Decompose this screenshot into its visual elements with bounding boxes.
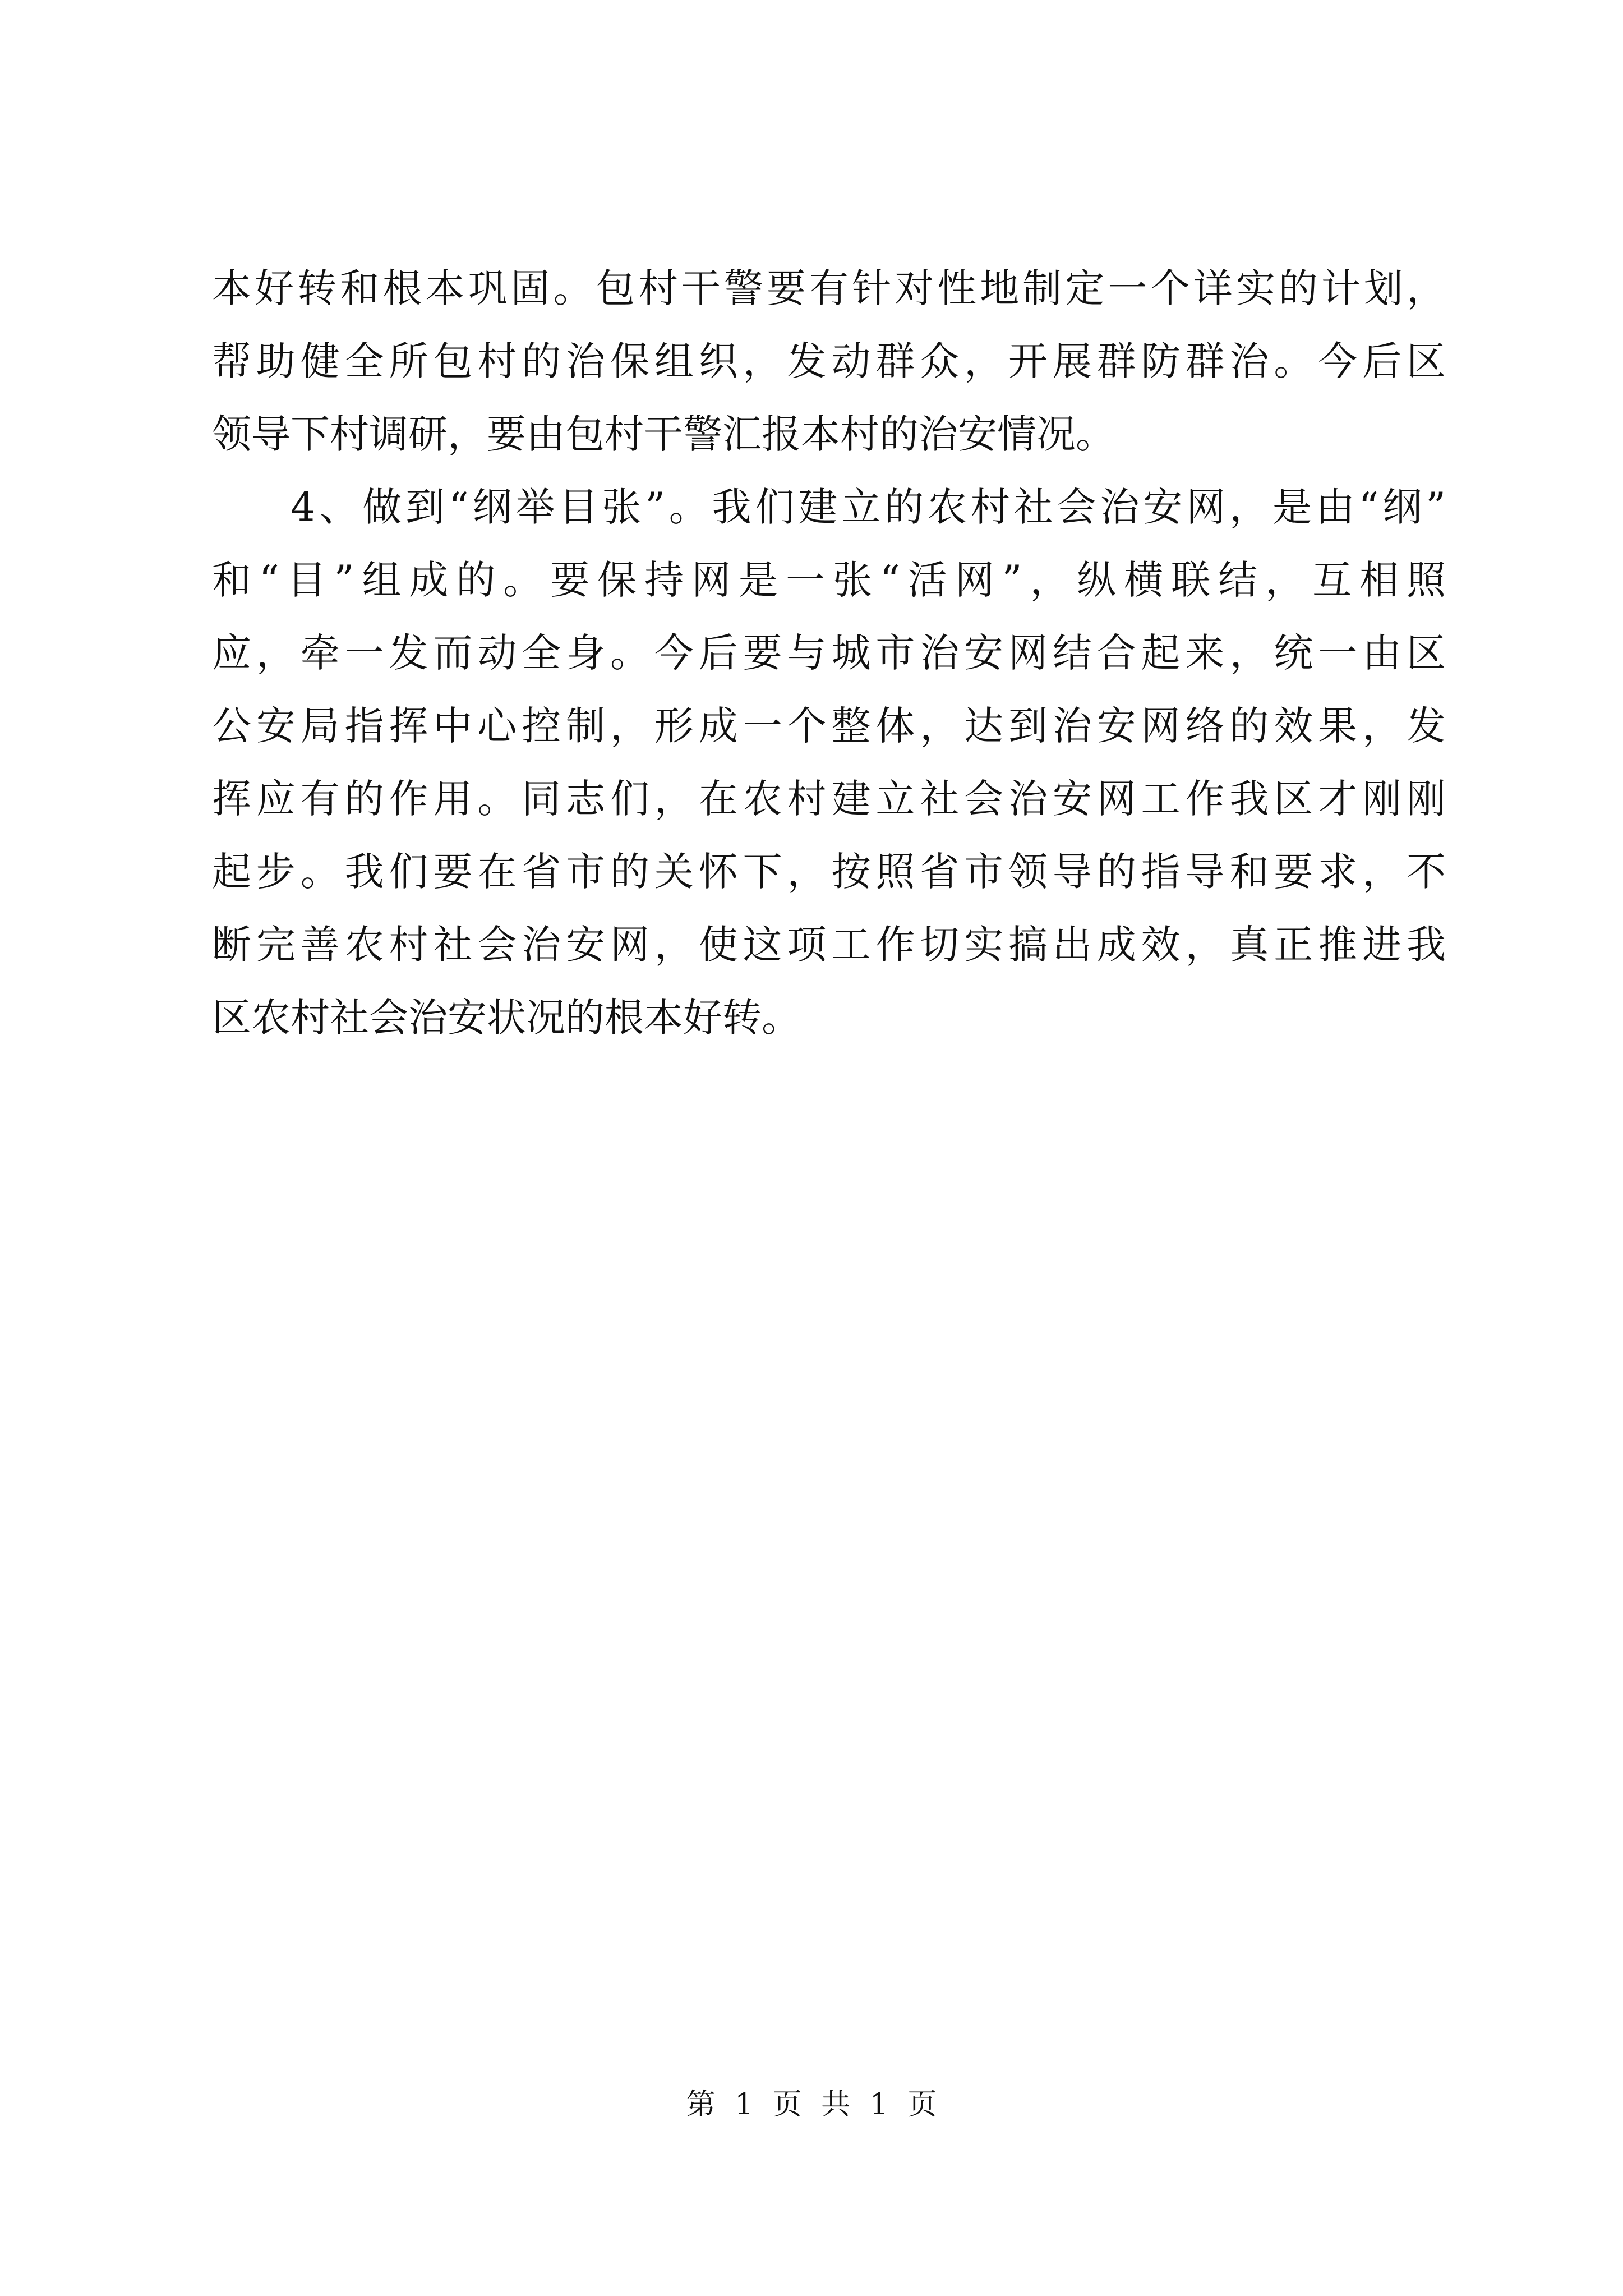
text-line: 4、做到“纲举目张”。我们建立的农村社会治安网，是由“纲” xyxy=(291,484,1446,530)
text-line: 应，牵一发而动全身。今后要与城市治安网结合起来，统一由区 xyxy=(212,630,1446,676)
text-line: 帮助健全所包村的治保组织，发动群众，开展群防群治。今后区 xyxy=(212,338,1446,384)
text-line: 区农村社会治安状况的根本好转。 xyxy=(212,995,801,1041)
paragraph-continuation xyxy=(212,252,1446,471)
text-line: 公安局指挥中心控制，形成一个整体，达到治安网络的效果，发 xyxy=(212,703,1446,749)
text-line: 挥应有的作用。同志们，在农村建立社会治安网工作我区才刚刚 xyxy=(212,776,1446,822)
text-line: 本好转和根本巩固。包村干警要有针对性地制定一个详实的计划， xyxy=(212,265,1446,311)
paragraph-item-4 xyxy=(212,471,1446,1054)
text-line: 断完善农村社会治安网，使这项工作切实搞出成效，真正推进我 xyxy=(212,922,1446,968)
text-line: 和“目”组成的。要保持网是一张“活网”，纵横联结，互相照 xyxy=(212,557,1446,603)
text-line: 领导下村调研，要由包村干警汇报本村的治安情况。 xyxy=(212,411,1115,457)
body-text xyxy=(212,252,1446,1054)
text-line: 起步。我们要在省市的关怀下，按照省市领导的指导和要求，不 xyxy=(212,849,1446,895)
page-number-footer: 第 1 页 共 1 页 xyxy=(686,2088,937,2122)
